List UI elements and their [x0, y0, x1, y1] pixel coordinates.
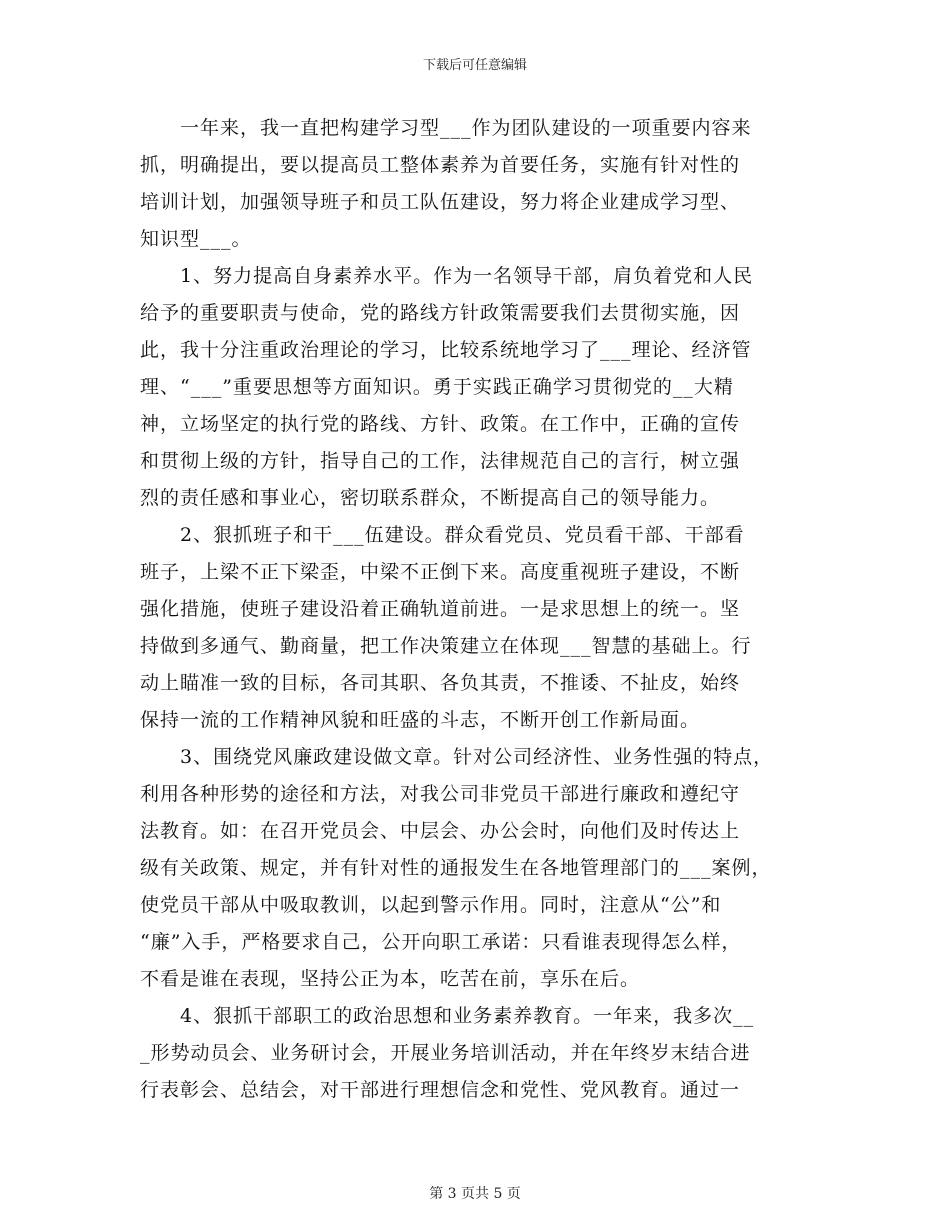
text-line: _形势动员会、业务研讨会，开展业务培训活动，并在年终岁末结合进 [140, 1042, 751, 1064]
text-line: 4、狠抓干部职工的政治思想和业务素养教育。一年来，我多次__ [140, 1005, 755, 1027]
text-line: 培训计划，加强领导班子和员工队伍建设，努力将企业建成学习型、 [140, 191, 741, 213]
page-header: 下载后可任意编辑 [422, 58, 527, 73]
text-line: 强化措施，使班子建设沿着正确轨道前进。一是求思想上的统一。坚 [140, 598, 741, 620]
text-line: 和贯彻上级的方针，指导自己的工作，法律规范自己的言行，树立强 [140, 450, 741, 472]
text-line: 班子，上梁不正下梁歪，中梁不正倒下来。高度重视班子建设，不断 [140, 561, 741, 583]
text-line: 3、围绕党风廉政建设做文章。针对公司经济性、业务性强的特点， [140, 746, 774, 768]
text-line: 利用各种形势的途径和方法，对我公司非党员干部进行廉政和遵纪守 [140, 783, 741, 805]
document-body [140, 110, 812, 1109]
text-line: 抓，明确提出，要以提高员工整体素养为首要任务，实施有针对性的 [140, 154, 741, 176]
text-line: 法教育。如：在召开党员会、中层会、办公会时，向他们及时传达上 [140, 820, 741, 842]
text-line: 2、狠抓班子和干___伍建设。群众看党员、党员看干部、干部看 [140, 524, 745, 546]
text-line: 烈的责任感和事业心，密切联系群众，不断提高自己的领导能力。 [140, 487, 721, 509]
text-line: 使党员干部从中吸取教训，以起到警示作用。同时，注意从“公”和 [140, 894, 722, 916]
text-line: 持做到多通气、勤商量，把工作决策建立在体现___智慧的基础上。行 [140, 635, 752, 657]
page-number: 第 3 页共 5 页 [429, 1186, 521, 1202]
text-line: 1、努力提高自身素养水平。作为一名领导干部，肩负着党和人民 [140, 265, 754, 287]
text-line: 行表彰会、总结会，对干部进行理想信念和党性、党风教育。通过一 [140, 1079, 741, 1101]
text-line: 动上瞄准一致的目标，各司其职、各负其责，不推诿、不扯皮，始终 [140, 672, 741, 694]
text-line: 不看是谁在表现，坚持公正为本，吃苦在前，享乐在后。 [140, 968, 641, 990]
text-line: 神，立场坚定的执行党的路线、方针、政策。在工作中，正确的宣传 [140, 413, 741, 435]
text-line: 级有关政策、规定，并有针对性的通报发生在各地管理部门的___案例， [140, 857, 772, 879]
text-line: 知识型___。 [140, 228, 252, 250]
text-line: 保持一流的工作精神风貌和旺盛的斗志，不断开创工作新局面。 [140, 709, 701, 731]
text-line: “廉”入手，严格要求自己，公开向职工承诺：只看谁表现得怎么样， [140, 931, 742, 953]
text-line: 给予的重要职责与使命，党的路线方针政策需要我们去贯彻实施，因 [140, 302, 741, 324]
text-line: 此，我十分注重政治理论的学习，比较系统地学习了___理论、经济管 [140, 339, 752, 361]
text-line: 理、“___”重要思想等方面知识。勇于实践正确学习贯彻党的__大精 [140, 376, 734, 398]
text-line: 一年来，我一直把构建学习型___作为团队建设的一项重要内容来 [140, 117, 752, 139]
